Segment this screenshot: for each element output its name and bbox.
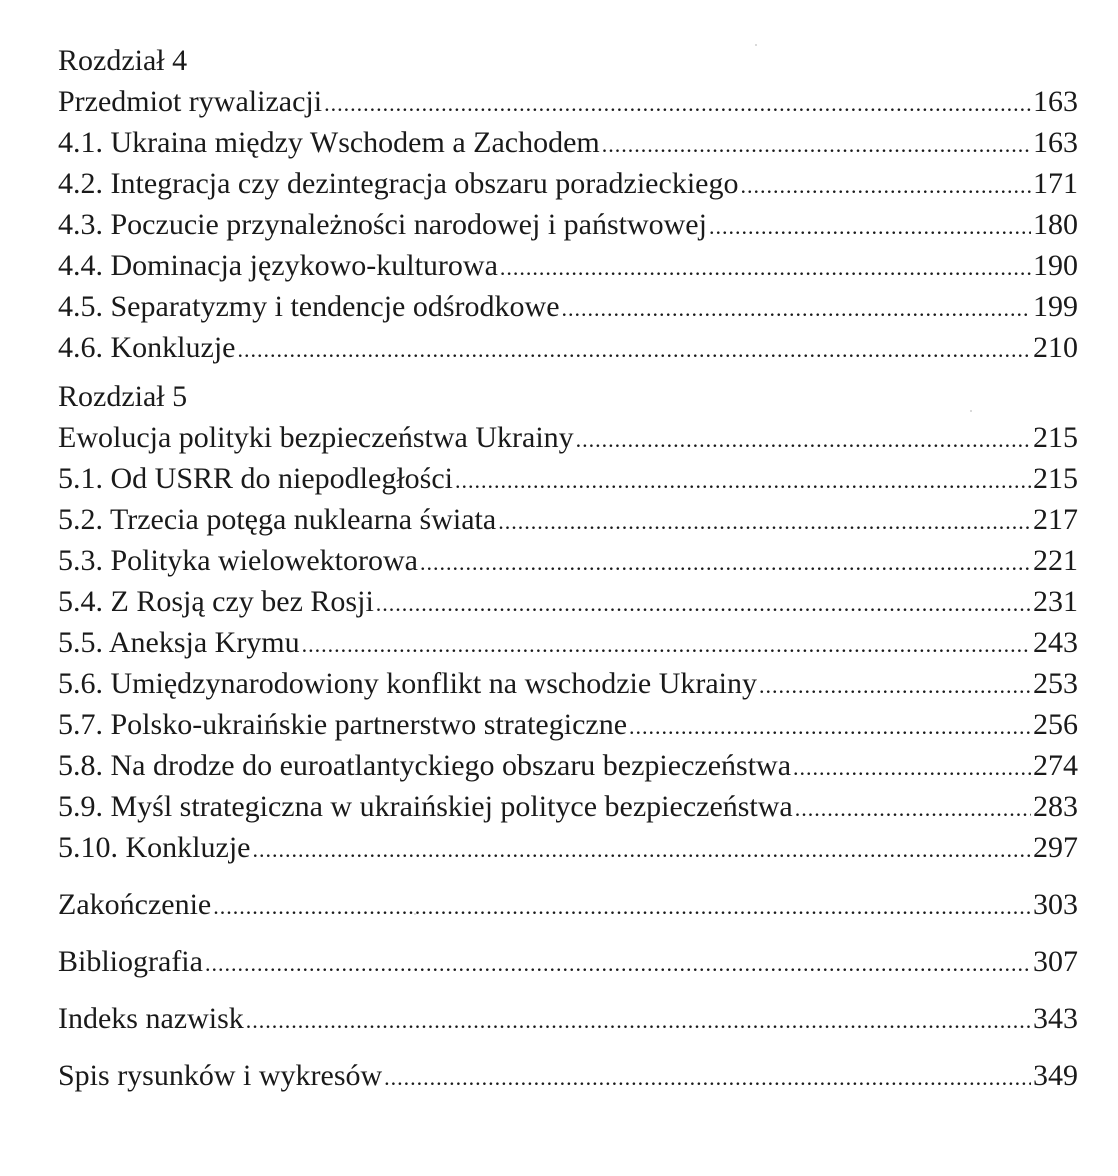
toc-entry	[58, 745, 1078, 786]
toc-entry	[58, 204, 1078, 245]
dot-leader	[562, 288, 1031, 329]
entry-title: Indeks nazwisk	[58, 1002, 244, 1035]
dot-leader	[237, 329, 1031, 370]
toc-entry	[58, 540, 1078, 581]
dot-leader	[376, 583, 1031, 624]
entry-page-number: 253	[1033, 667, 1078, 700]
dot-leader	[740, 165, 1031, 206]
entry-title: 5.1. Od USRR do niepodległości	[58, 462, 453, 495]
entry-page-number: 256	[1033, 708, 1078, 741]
toc-entry	[58, 122, 1078, 163]
dot-leader	[795, 788, 1031, 829]
entry-title: 4.3. Poczucie przynależności narodowej i państwowej	[58, 208, 707, 241]
toc-entry	[58, 663, 1078, 704]
entry-page-number: 180	[1033, 208, 1078, 241]
chapter-4-section	[58, 40, 1078, 368]
scan-speck	[970, 410, 972, 412]
toc-entry	[58, 933, 1078, 990]
dot-leader	[455, 460, 1031, 501]
toc-entry	[58, 499, 1078, 540]
toc-entry	[58, 286, 1078, 327]
toc-entry	[58, 245, 1078, 286]
entry-page-number: 215	[1033, 462, 1078, 495]
chapter-5-section	[58, 376, 1078, 868]
dot-leader	[709, 206, 1031, 247]
entry-page-number: 297	[1033, 831, 1078, 864]
dot-leader	[793, 747, 1031, 788]
entry-page-number: 163	[1033, 126, 1078, 159]
chapter-label: Rozdział 4	[58, 44, 188, 77]
toc-entry	[58, 581, 1078, 622]
entry-page-number: 221	[1033, 544, 1078, 577]
entry-page-number: 274	[1033, 749, 1078, 782]
entry-title: 4.2. Integracja czy dezintegracja obszaru poradzieckiego	[58, 167, 739, 200]
dot-leader	[246, 992, 1031, 1049]
dot-leader	[759, 665, 1031, 706]
scan-speck	[755, 44, 757, 46]
toc-entry	[58, 163, 1078, 204]
toc-entry	[58, 827, 1078, 868]
entry-title: 5.5. Aneksja Krymu	[58, 626, 300, 659]
entry-title: 5.4. Z Rosją czy bez Rosji	[58, 585, 374, 618]
entry-title: Spis rysunków i wykresów	[58, 1059, 383, 1092]
entry-page-number: 303	[1033, 888, 1078, 921]
chapter-label: Rozdział 5	[58, 380, 188, 413]
entry-page-number: 307	[1033, 945, 1078, 978]
toc-entry	[58, 1047, 1078, 1104]
entry-title: 5.8. Na drodze do euroatlantyckiego obszaru bezpieczeństwa	[58, 749, 792, 782]
dot-leader	[629, 706, 1031, 747]
dot-leader	[498, 501, 1031, 542]
entry-page-number: 243	[1033, 626, 1078, 659]
dot-leader	[302, 624, 1031, 665]
dot-leader	[500, 247, 1031, 288]
entry-page-number: 215	[1033, 421, 1078, 454]
toc-entry	[58, 990, 1078, 1047]
toc-entry	[58, 458, 1078, 499]
entry-page-number: 190	[1033, 249, 1078, 282]
entry-title: 4.6. Konkluzje	[58, 331, 236, 364]
toc-entry	[58, 786, 1078, 827]
dot-leader	[576, 419, 1031, 460]
toc-entry	[58, 81, 1078, 122]
dot-leader	[324, 83, 1031, 124]
dot-leader	[384, 1049, 1031, 1106]
table-of-contents	[58, 40, 1078, 1104]
entry-page-number: 349	[1033, 1059, 1078, 1092]
entry-page-number: 231	[1033, 585, 1078, 618]
entry-page-number: 283	[1033, 790, 1078, 823]
dot-leader	[602, 124, 1031, 165]
toc-entry	[58, 876, 1078, 933]
dot-leader	[205, 935, 1031, 992]
dot-leader	[252, 829, 1031, 870]
entry-title: 5.9. Myśl strategiczna w ukraińskiej polityce bezpieczeństwa	[58, 790, 793, 823]
entry-page-number: 163	[1033, 85, 1078, 118]
toc-entry	[58, 417, 1078, 458]
entry-title: 5.6. Umiędzynarodowiony konflikt na wschodzie Ukrainy	[58, 667, 758, 700]
toc-entry	[58, 622, 1078, 663]
entry-title: Ewolucja polityki bezpieczeństwa Ukrainy	[58, 421, 574, 454]
toc-entry	[58, 704, 1078, 745]
scan-speck	[414, 913, 416, 915]
dot-leader	[420, 542, 1031, 583]
entry-title: Zakończenie	[58, 888, 212, 921]
dot-leader	[213, 878, 1031, 935]
entry-page-number: 171	[1033, 167, 1078, 200]
entry-title: 4.4. Dominacja językowo-kulturowa	[58, 249, 498, 282]
entry-title: 5.3. Polityka wielowektorowa	[58, 544, 418, 577]
entry-title: Przedmiot rywalizacji	[58, 85, 323, 118]
entry-page-number: 210	[1033, 331, 1078, 364]
entry-title: 5.2. Trzecia potęga nuklearna świata	[58, 503, 497, 536]
entry-title: Bibliografia	[58, 945, 203, 978]
entry-title: 5.10. Konkluzje	[58, 831, 251, 864]
entry-page-number: 217	[1033, 503, 1078, 536]
entry-title: 5.7. Polsko-ukraińskie partnerstwo strategiczne	[58, 708, 628, 741]
entry-page-number: 199	[1033, 290, 1078, 323]
backmatter-section	[58, 876, 1078, 1104]
toc-entry	[58, 327, 1078, 368]
entry-title: 4.5. Separatyzmy i tendencje odśrodkowe	[58, 290, 560, 323]
entry-page-number: 343	[1033, 1002, 1078, 1035]
entry-title: 4.1. Ukraina między Wschodem a Zachodem	[58, 126, 600, 159]
